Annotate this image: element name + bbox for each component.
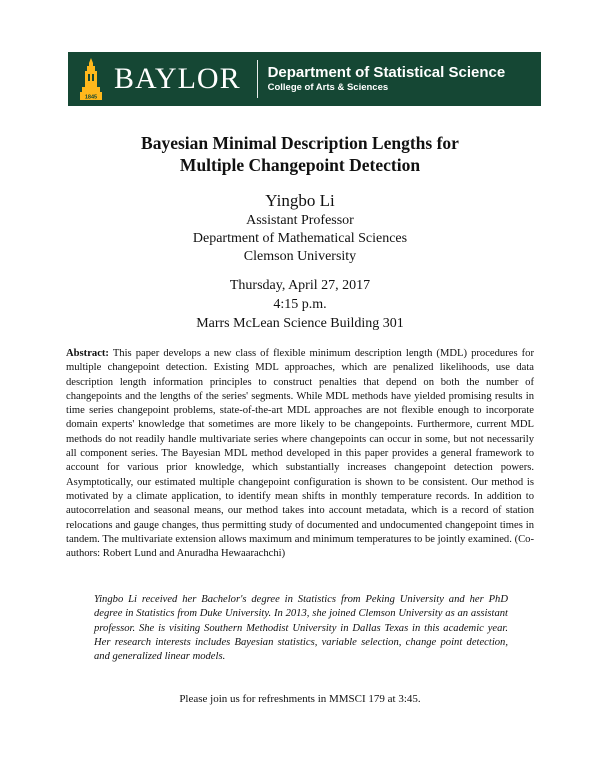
- title-line-1: Bayesian Minimal Description Lengths for: [141, 133, 459, 153]
- seal-year: 1845: [84, 94, 98, 101]
- speaker-university: Clemson University: [243, 249, 357, 264]
- event-time: 4:15 p.m.: [273, 297, 327, 312]
- event-location: Marrs McLean Science Building 301: [196, 316, 404, 331]
- banner-divider: [257, 60, 258, 98]
- baylor-tower-logo-icon: [78, 57, 104, 101]
- speaker-bio: Yingbo Li received her Bachelor's degree in Statistics from Peking University and her PhD degree in Statistics from Duke University. In 2013, she joined Clemson University as an assistant professor. She is visiting Southern Methodist University in Dallas Texas in this academic year. Her research interests includes Bayesian statistics, variable selection, change point detection, and generalized linear models.: [94, 594, 508, 663]
- department-block: [268, 64, 506, 94]
- department-name: Department of Statistical Science: [267, 64, 506, 81]
- refreshments-note: Please join us for refreshments in MMSCI 179 at 3:45.: [179, 693, 421, 705]
- abstract-text: This paper develops a new class of flexible minimum description length (MDL) procedures for multiple changepoint detection. Existing MDL approaches, which are penalized likelihoods, use data description length information principles to construct penalties that depend on both the number of changepoints and the lengths of the series' segments. While MDL methods have yielded promising results in time series changepoint problems, state-of-the-art MDL approaches are not flexible enough to incorporate domain experts' knowledge that sometimes are more likely to be changepoints. Furthermore, current MDL methods do not readily handle multivariate series where changepoints can occur in some, but not necessarily all component series. The Bayesian MDL method developed in this paper provides a general framework to account for various prior knowledge, which substantially increases changepoint detection powers. Asymptotically, our estimated multiple changepoint configuration is shown to be consistent. Our method is motivated by a climate application, to identify mean shifts in monthly temperature records. In addition to autocorrelation and seasonal means, our method takes into account metadata, which is a record of station relocations and gauge changes, thus permitting study of documented and undocumented changepoint times in tandem. The multivariate extension allows maximum and minimum temperatures to be jointly examined. (Co-authors: Robert Lund and Anuradha Hewaarachchi): [66, 348, 534, 560]
- title-line-2: Multiple Changepoint Detection: [179, 155, 421, 175]
- speaker-name: Yingbo Li: [265, 191, 335, 210]
- event-date: Thursday, April 27, 2017: [229, 278, 371, 293]
- talk-title: [40, 132, 560, 176]
- header-banner: [68, 52, 541, 106]
- speaker-block: [0, 190, 600, 266]
- abstract-label: Abstract:: [66, 348, 109, 359]
- baylor-wordmark: BAYLOR: [114, 62, 241, 95]
- abstract-paragraph: [66, 347, 534, 561]
- event-details: [0, 276, 600, 333]
- speaker-position: Assistant Professor: [246, 213, 354, 228]
- college-name: College of Arts & Sciences: [267, 82, 389, 93]
- speaker-department: Department of Mathematical Sciences: [192, 231, 408, 246]
